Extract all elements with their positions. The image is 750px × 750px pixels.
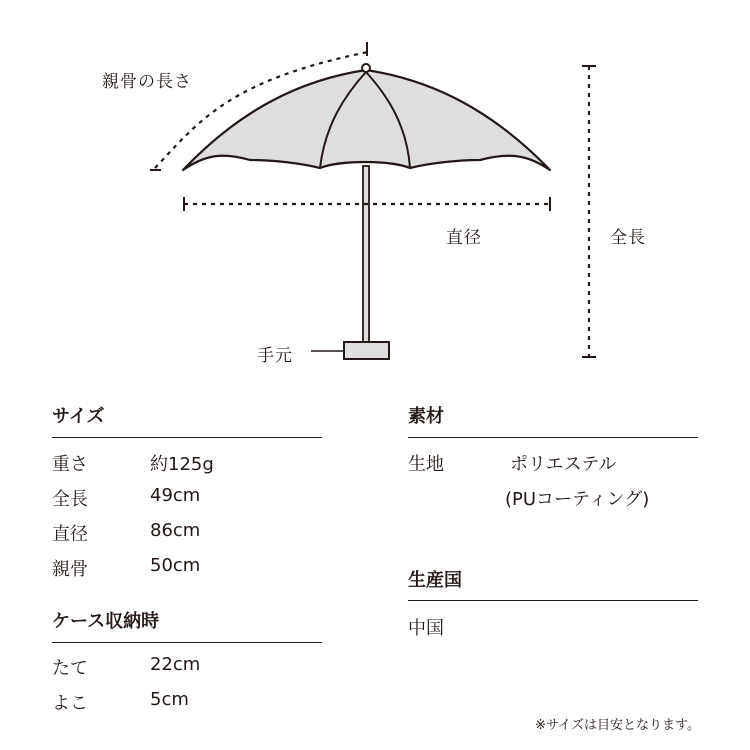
case-row-key: よこ [52, 693, 88, 714]
handle-label: 手元 [257, 346, 293, 366]
size-section-title: サイズ [52, 406, 105, 427]
material-row-value-note: (PUコーティング) [505, 489, 650, 510]
size-row-key: 親骨 [52, 559, 88, 580]
umbrella-handle [344, 342, 389, 359]
size-row-key: 直径 [52, 524, 88, 545]
size-row-key: 重さ [52, 454, 88, 475]
size-row-value: 約125g [150, 454, 214, 475]
origin-value: 中国 [408, 618, 444, 639]
material-row-key: 生地 [408, 454, 444, 475]
umbrella-tip [362, 64, 370, 72]
umbrella-shaft [363, 166, 369, 342]
material-row-value: ポリエステル [510, 454, 617, 475]
origin-section-divider [408, 600, 698, 601]
footnote: ※サイズは目安となります。 [535, 718, 700, 733]
size-row-value: 49cm [150, 485, 201, 506]
total-length-label: 全長 [610, 228, 646, 248]
diameter-label: 直径 [446, 228, 482, 248]
case-section-title: ケース収納時 [52, 611, 160, 632]
case-row-value: 5cm [150, 689, 189, 710]
size-row-value: 50cm [150, 555, 201, 576]
case-row-key: たて [52, 658, 88, 679]
case-section-divider [52, 642, 322, 643]
size-row-key: 全長 [52, 489, 88, 510]
umbrella-canopy [183, 70, 550, 170]
material-section-divider [408, 437, 698, 438]
case-row-value: 22cm [150, 654, 201, 675]
size-section-divider [52, 437, 322, 438]
origin-section-title: 生産国 [408, 570, 462, 591]
size-row-value: 86cm [150, 520, 201, 541]
rib-length-label: 親骨の長さ [102, 72, 192, 92]
material-section-title: 素材 [408, 406, 444, 427]
